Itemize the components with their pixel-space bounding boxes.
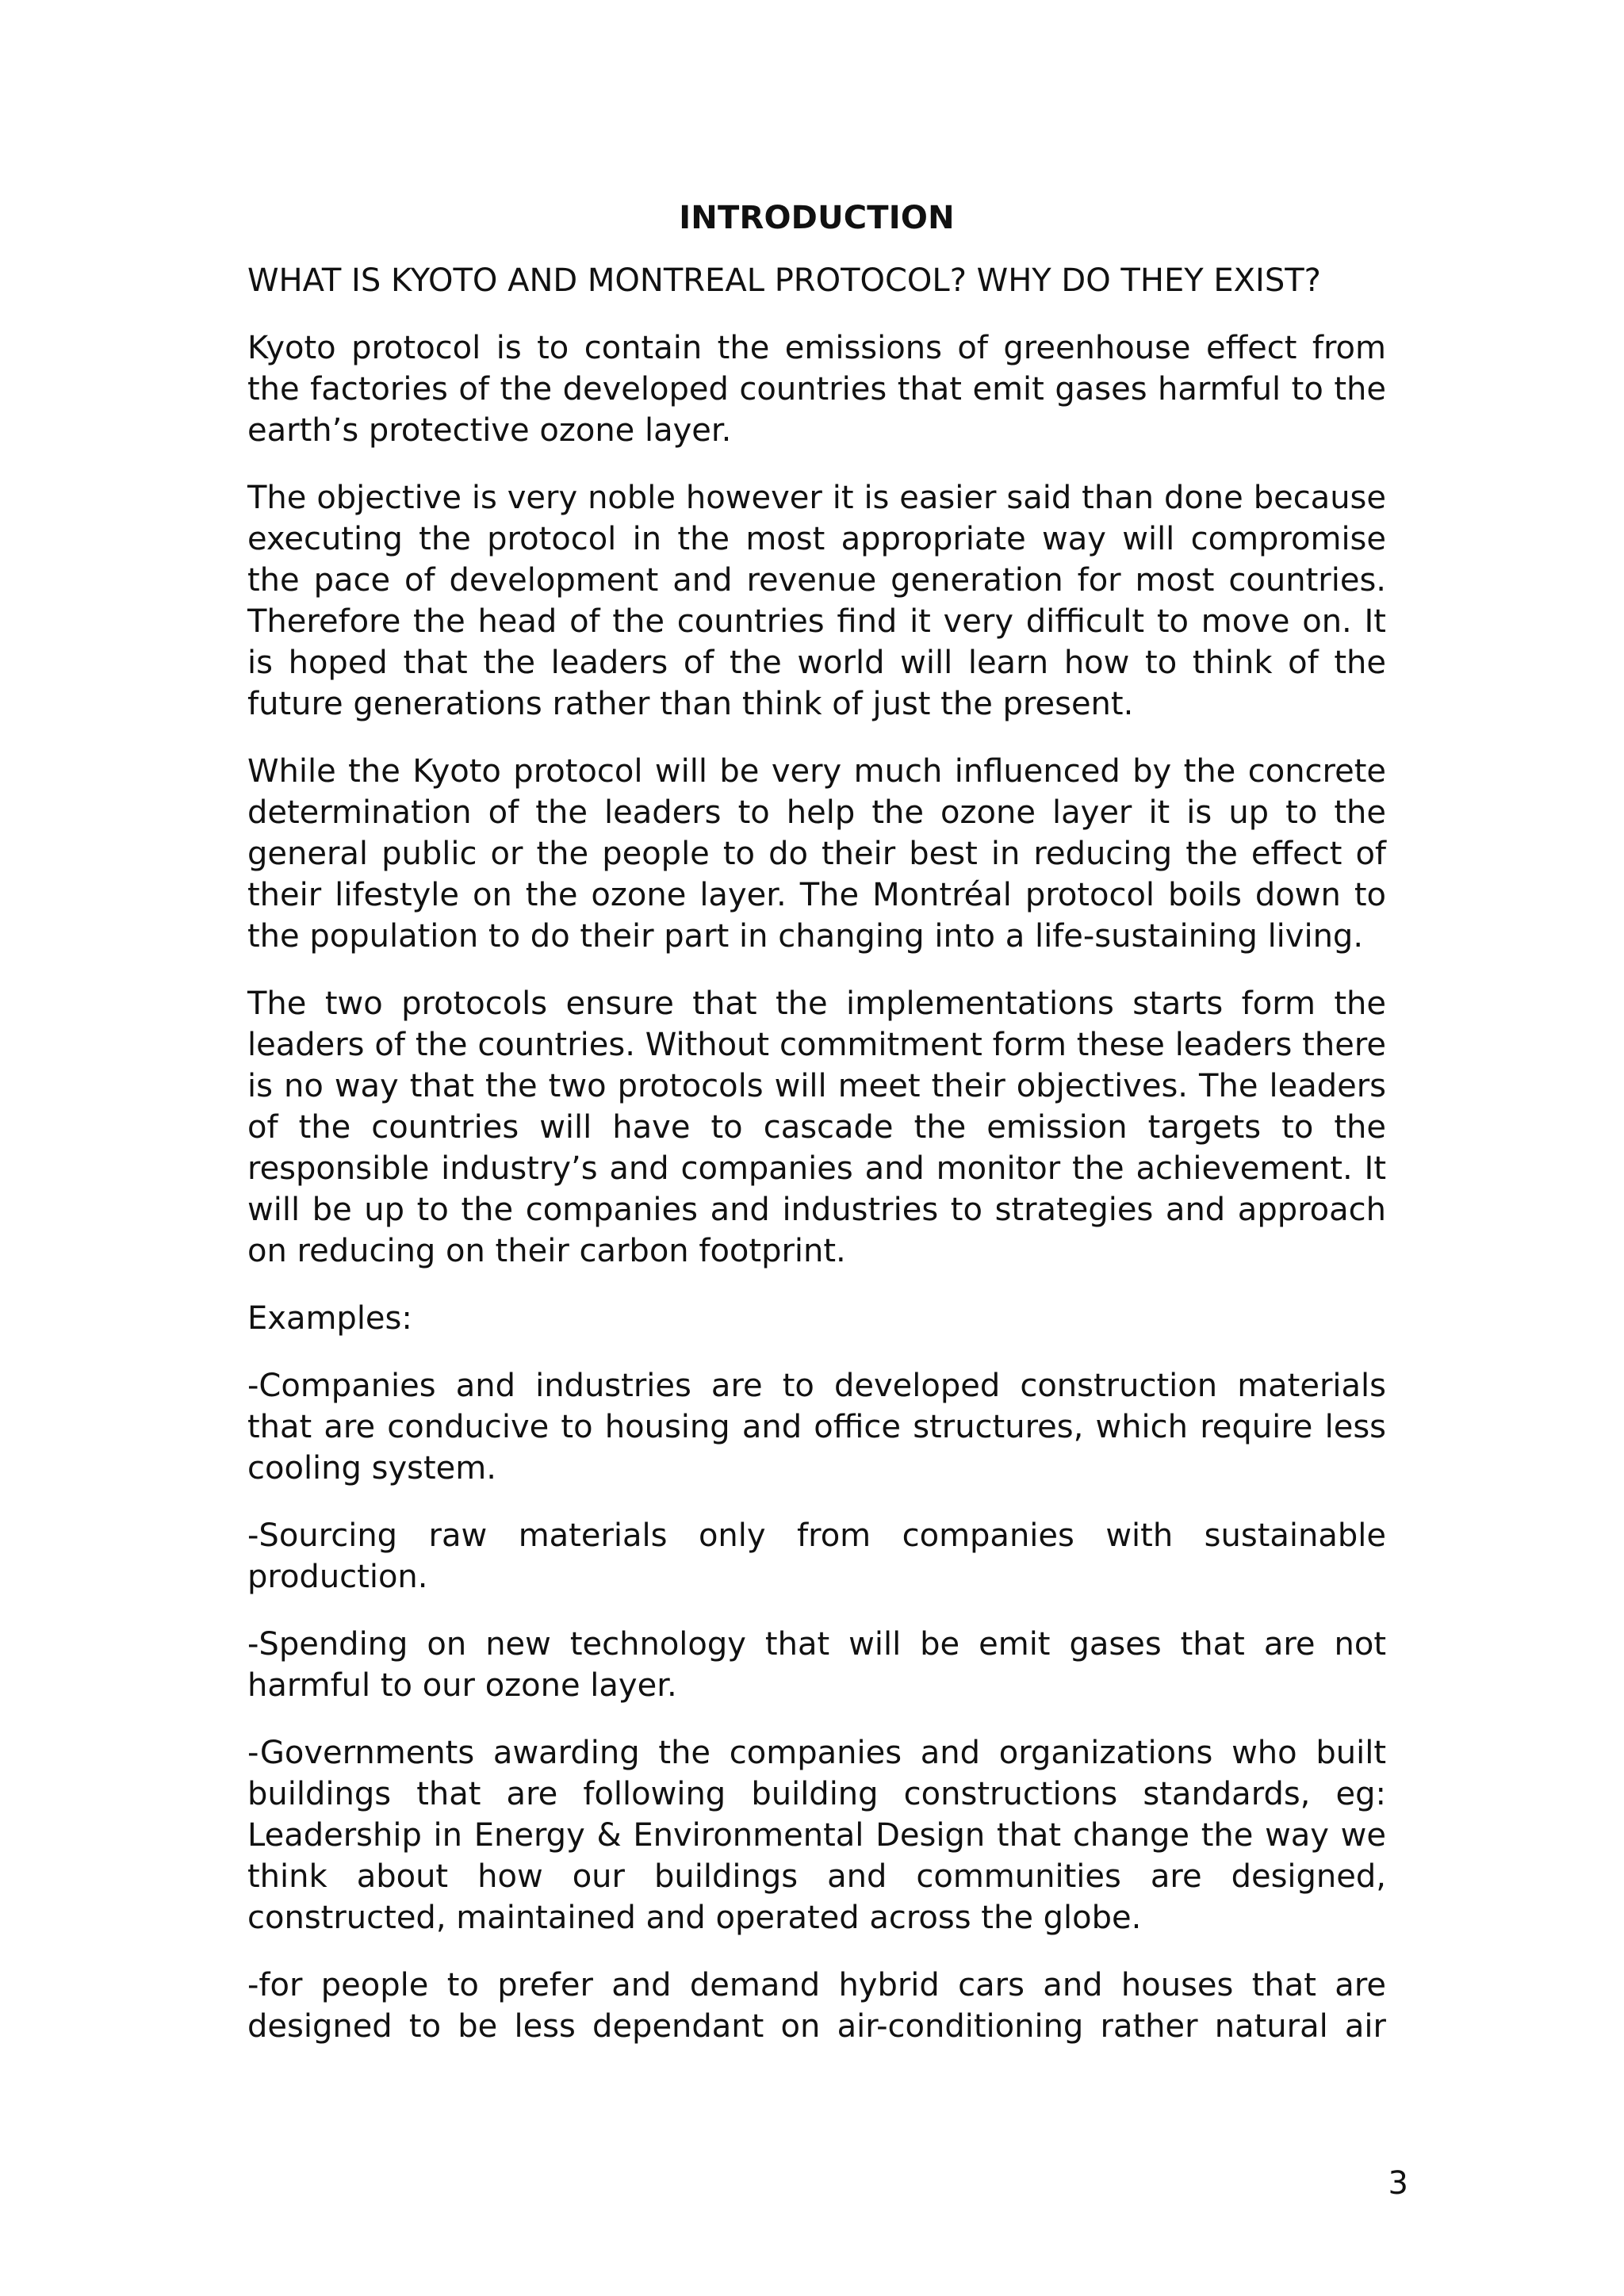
paragraph-montreal: While the Kyoto protocol will be very much influenced by the concrete determination of the leaders to help the ozone layer it is up to the general public or the people to do their best in reducing the effect of their lifestyle on the ozone layer. The Montréal protocol boils down to the population to do their part in changing into a life-sustaining living. bbox=[247, 753, 1386, 955]
example-technology: -Spending on new technology that will be emit gases that are not harmful to our ozone layer. bbox=[247, 1626, 1386, 1704]
example-sourcing: -Sourcing raw materials only from companies with sustainable production. bbox=[247, 1517, 1386, 1595]
examples-label: Examples: bbox=[247, 1300, 412, 1337]
page-content bbox=[247, 195, 1386, 2073]
paragraph-kyoto-purpose: Kyoto protocol is to contain the emissions of greenhouse effect from the factories of the developed countries that emit gases harmful to the earth’s protective ozone layer. bbox=[247, 330, 1386, 449]
page-title: INTRODUCTION bbox=[679, 200, 955, 236]
paragraph-objective: The objective is very noble however it is easier said than done because executing the protocol in the most appropriate way will compromise the pace of development and revenue generation for most countries. Therefore the head of the countries find it very difficult to move on. It is hoped that the leaders of the world will learn how to think of the future generations rather than think of just the present. bbox=[247, 480, 1386, 722]
example-hybrid-cars: -for people to prefer and demand hybrid cars and houses that are designed to be less dependant on air-conditioning rather natural air bbox=[247, 1967, 1386, 2045]
example-construction-materials: -Companies and industries are to developed construction materials that are conducive to housing and office structures, which require less cooling system. bbox=[247, 1368, 1386, 1487]
section-question: WHAT IS KYOTO AND MONTREAL PROTOCOL? WHY DO THEY EXIST? bbox=[247, 262, 1321, 299]
page-number: 3 bbox=[1388, 2165, 1408, 2202]
paragraph-implementation: The two protocols ensure that the implementations starts form the leaders of the countries. Without commitment form these leaders there is no way that the two protocols will meet their objectives. The leaders of the countries will have to cascade the emission targets to the responsible industry’s and companies and monitor the achievement. It will be up to the companies and industries to strategies and approach on reducing on their carbon footprint. bbox=[247, 985, 1386, 1269]
example-governments: -Governments awarding the companies and organizations who built buildings that are following building constructions standards, eg: Leadership in Energy & Environmental Design that change the way we think about how our buildings and communities are designed, constructed, maintained and operated across the globe. bbox=[247, 1735, 1386, 1936]
